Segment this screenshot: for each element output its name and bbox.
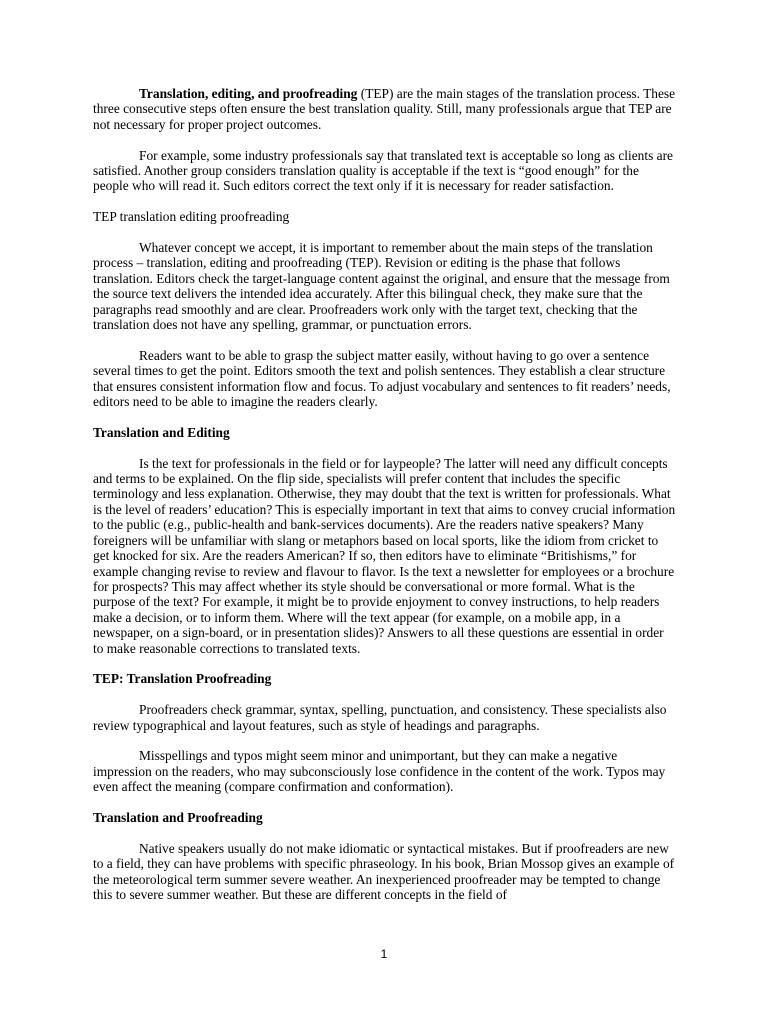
paragraph-9: Native speakers usually do not make idiomatic or syntactical mistakes. But if proofreaders are new to a field, they can have problems with specific phraseology. In his book, Brian Mossop gives an example of the meteorological term summer severe weather. An inexperienced proofreader may be tempted to change this to severe summer weather. But these are different concepts in the field of	[93, 840, 675, 902]
intro-paragraph	[93, 86, 677, 132]
paragraph-8: Misspellings and typos might seem minor and unimportant, but they can make a negative impression on the readers, who may subconsciously lose confidence in the content of the work. Typos may even affect the meaning (compare confirmation and conformation).	[93, 748, 666, 795]
paragraph-2: For example, some industry professionals say that translated text is acceptable so long as clients are satisfied. Another group considers translation quality is acceptable if the text is “good enough” for the people who will read it. Such editors correct the text only if it is necessary for reader satisfaction.	[93, 147, 673, 194]
heading-translation-editing: Translation and Editing	[93, 424, 230, 440]
paragraph-6: Is the text for professionals in the field or for laypeople? The latter will need any difficult concepts and terms to be explained. On the flip side, specialists will prefer content that includes the specific terminology and less explanation. Otherwise, they may doubt that the text is written for professionals. What is the level of readers’ education? This is especially important in text that aims to convey crucial information to the public (e.g., public-health and bank-services documents). Are the readers native speakers? Many foreigners will be unfamiliar with slang or metaphors based on local sports, like the idiom from cricket to get knocked for six. Are the readers American? If so, then editors have to eliminate “Britishisms,” for example changing revise to review and flavour to flavor. Is the text a newsletter for employees or a brochure for prospects? This may affect whether its style should be conversational or more formal. What is the purpose of the text? For example, it might be to provide enjoyment to convey instructions, to help readers make a decision, or to inform them. Where will the text appear (for example, on a mobile app, in a newspaper, on a sign-board, or in presentation slides)? Answers to all these questions are essential in order to make reasonable corrections to translated texts.	[93, 455, 676, 656]
subheading-plain: TEP translation editing proofreading	[93, 209, 290, 225]
paragraph-4: Whatever concept we accept, it is important to remember about the main steps of the translation process – translation, editing and proofreading (TEP). Revision or editing is the phase that follows translation. Editors check the target-language content against the original, and ensure that the message from the source text delivers the intended idea accurately. After this bilingual check, they make sure that the paragraphs read smoothly and are clear. Proofreaders work only with the target text, checking that the translation does not have any spelling, grammar, or punctuation errors.	[93, 240, 670, 333]
intro-lead-text: Translation, editing, and proofreading	[139, 86, 358, 101]
paragraph-7: Proofreaders check grammar, syntax, spelling, punctuation, and consistency. These specialists also review typographical and layout features, such as style of headings and paragraphs.	[93, 702, 667, 733]
document-page	[93, 86, 677, 918]
intro-rest-text: (TEP) are the main stages of the translation process. These three consecutive steps often ensure the best translation quality. Still, many professionals argue that TEP are not necessary for proper project outcomes.	[93, 86, 676, 132]
heading-translation-proofreading: Translation and Proofreading	[93, 809, 263, 825]
page-number: 1	[380, 947, 388, 961]
paragraph-5: Readers want to be able to grasp the subject matter easily, without having to go over a sentence several times to get the point. Editors smooth the text and polish sentences. They establish a clear structure that ensures consistent information flow and focus. To adjust vocabulary and sentences to fit readers’ needs, editors need to be able to imagine the readers clearly.	[93, 347, 671, 410]
heading-tep-proofreading: TEP: Translation Proofreading	[93, 671, 272, 687]
